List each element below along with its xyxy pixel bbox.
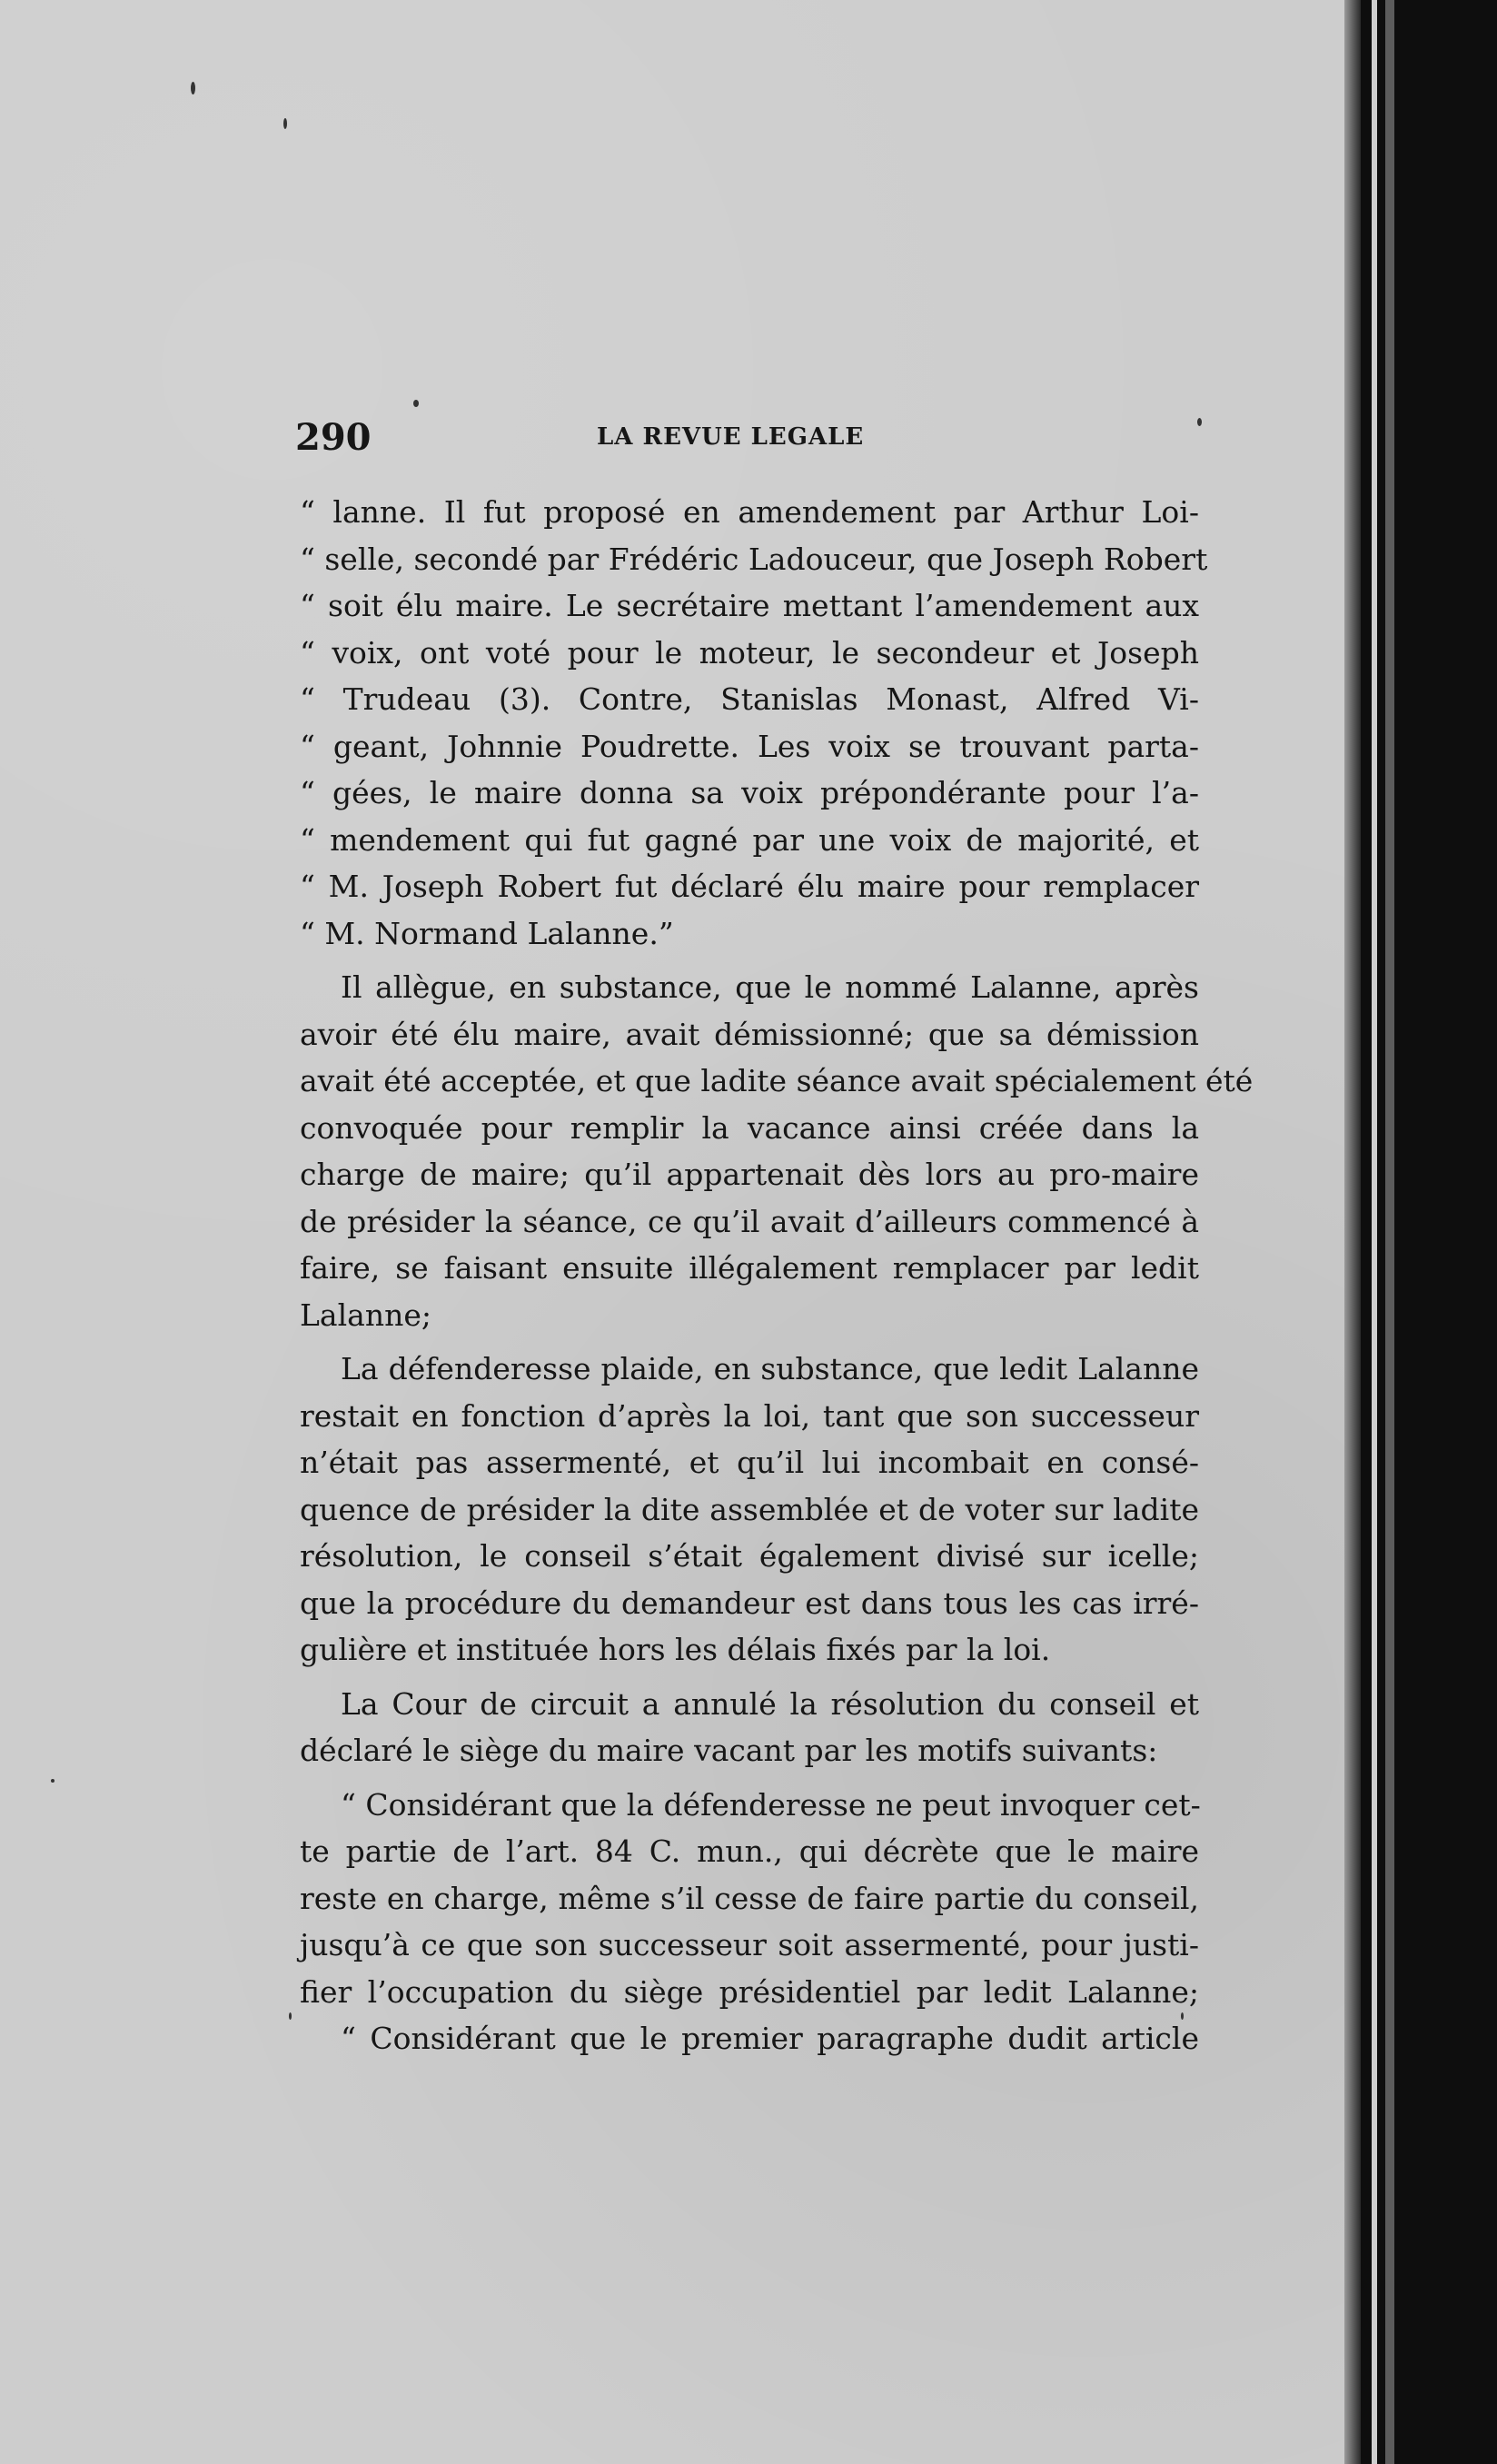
text-line: “ voix, ont voté pour le moteur, le secondeur et Joseph: [300, 634, 1199, 671]
text-line: Lalanne;: [300, 1297, 431, 1333]
ink-speck: [191, 82, 195, 94]
text-line: jusqu’à ce que son successeur soit assermenté, pour justi-: [300, 1927, 1199, 1962]
page-number: 290: [295, 416, 372, 459]
ink-speck: [289, 2012, 292, 2020]
ink-speck: [283, 118, 287, 129]
text-line: que la procédure du demandeur est dans tous les cas irré-: [300, 1585, 1199, 1621]
text-line: quence de présider la dite assemblée et de voter sur ladite: [300, 1491, 1199, 1527]
text-line: “ soit élu maire. Le secrétaire mettant l’amendement aux: [300, 588, 1199, 623]
page-edge-sliver: [1372, 0, 1377, 2464]
ink-speck: [413, 400, 419, 407]
text-line: “ gées, le maire donna sa voix prépondérante pour l’a-: [300, 775, 1199, 810]
text-line: fier l’occupation du siège présidentiel par ledit Lalanne;: [300, 1973, 1199, 2010]
text-line: “ selle, secondé par Frédéric Ladouceur, que Joseph Robert: [300, 541, 1208, 577]
text-line: “ Considérant que la défenderesse ne peut invoquer cet-: [341, 1786, 1201, 1823]
text-line: charge de maire; qu’il appartenait dès lors au pro-maire: [300, 1157, 1199, 1192]
text-line: avait été acceptée, et que ladite séance avait spécialement été: [300, 1063, 1254, 1098]
text-line: Il allègue, en substance, que le nommé Lalanne, après: [341, 969, 1199, 1005]
paragraph-circuit-court: [300, 1681, 1199, 1774]
paragraph-quote-continuation: [300, 489, 1208, 957]
text-line: “ lanne. Il fut proposé en amendement par Arthur Loi-: [300, 494, 1199, 530]
text-line: n’était pas assermenté, et qu’il lui incombait en consé-: [300, 1445, 1199, 1480]
running-head: LA REVUE LEGALE: [597, 423, 865, 451]
text-line: “ mendement qui fut gagné par une voix de majorité, et: [300, 821, 1199, 858]
text-line: gulière et instituée hors les délais fixés par la loi.: [300, 1632, 1051, 1667]
text-line: “ Trudeau (3). Contre, Stanislas Monast, Alfred Vi-: [300, 681, 1199, 717]
text-line: déclaré le siège du maire vacant par les motifs suivants:: [300, 1733, 1158, 1768]
paragraph-considerant-1: [300, 1782, 1199, 2016]
page-edge-shadow: [1344, 0, 1361, 2464]
text-line: “ M. Normand Lalanne.”: [300, 915, 674, 951]
page-header: [295, 416, 1204, 471]
text-line: La défenderesse plaide, en substance, que ledit Lalanne: [341, 1351, 1199, 1386]
text-line: “ M. Joseph Robert fut déclaré élu maire pour remplacer: [300, 869, 1199, 904]
text-line: te partie de l’art. 84 C. mun., qui décrète que le maire: [300, 1833, 1199, 1869]
paragraph-defence: [300, 1346, 1199, 1674]
text-line: La Cour de circuit a annulé la résolution du conseil et: [341, 1685, 1199, 1722]
text-line: “ geant, Johnnie Poudrette. Les voix se trouvant parta-: [300, 728, 1199, 764]
text-line: de présider la séance, ce qu’il avait d’ailleurs commencé à: [300, 1203, 1199, 1239]
text-line: résolution, le conseil s’était également divisé sur icelle;: [300, 1538, 1199, 1574]
text-line: restait en fonction d’après la loi, tant que son successeur: [300, 1397, 1199, 1434]
text-line: faire, se faisant ensuite illégalement remplacer par ledit: [300, 1250, 1199, 1286]
body-text: [300, 489, 1254, 2062]
ink-speck: [51, 1779, 55, 1783]
text-line: convoquée pour remplir la vacance ainsi créée dans la: [300, 1109, 1199, 1146]
text-line: “ Considérant que le premier paragraphe dudit article: [341, 2021, 1199, 2056]
text-line: avoir été élu maire, avait démissionné; que sa démission: [300, 1016, 1199, 1052]
paragraph-allegation: [300, 964, 1254, 1338]
text-line: reste en charge, même s’il cesse de faire partie du conseil,: [300, 1880, 1199, 1916]
paragraph-considerant-2: [300, 2015, 1199, 2062]
page-edge-dark: [1385, 0, 1394, 2464]
